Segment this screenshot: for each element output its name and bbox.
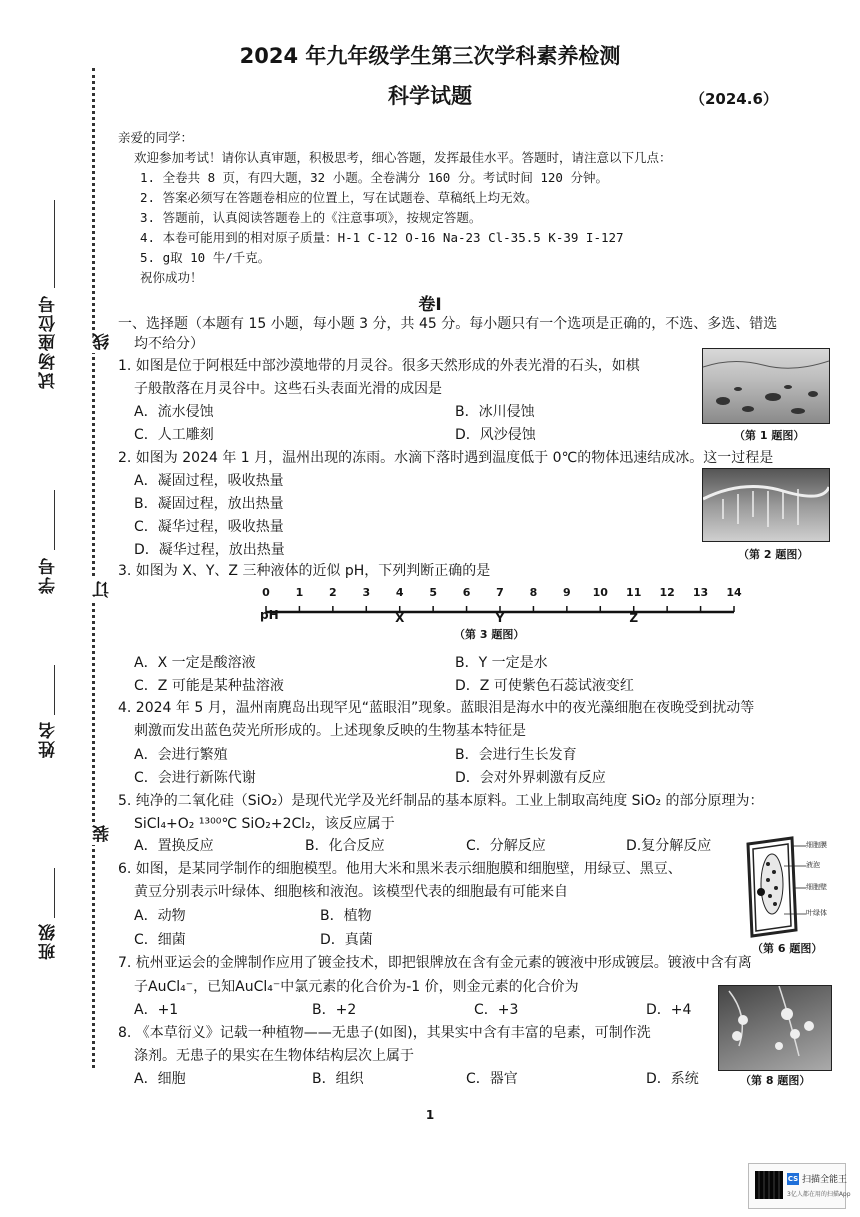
q6-stem-cont: 黄豆分别表示叶绿体、细胞核和液泡。该模型代表的细胞最有可能来自 (134, 884, 568, 900)
q1-option-b[interactable]: B．冰川侵蚀 (455, 404, 535, 420)
q8-option-c[interactable]: C．器官 (466, 1071, 518, 1087)
q1-stem: 1. 如图是位于阿根廷中部沙漠地带的月灵谷。很多天然形成的外表光滑的石头，如棋 (118, 358, 640, 374)
ph-mark-y: Y (495, 611, 505, 625)
q2-option-b[interactable]: B．凝固过程，放出热量 (134, 496, 284, 512)
q7-option-a[interactable]: A．+1 (134, 1002, 179, 1018)
q6-option-d[interactable]: D．真菌 (320, 932, 373, 948)
binding-dotted-line (92, 68, 95, 1068)
ph-tick-label: 5 (429, 586, 437, 599)
q7-option-c[interactable]: C．+3 (474, 1002, 519, 1018)
ph-tick-label: 1 (295, 586, 304, 599)
q8-option-b[interactable]: B．组织 (312, 1071, 364, 1087)
seat-number-blank (54, 200, 55, 288)
q3-option-b[interactable]: B．Y 一定是水 (455, 655, 548, 671)
q1-desert-photo (702, 348, 830, 424)
q5-option-a[interactable]: A．置换反应 (134, 838, 214, 854)
ph-tick-label: 12 (659, 586, 675, 599)
q6-label-vacuole: 液泡 (806, 861, 820, 869)
bind-mark-line: 线 (90, 330, 115, 353)
q1-option-a[interactable]: A．流水侵蚀 (134, 404, 214, 420)
ph-tick-label: 13 (692, 586, 709, 599)
q1-stem-cont: 子般散落在月灵谷中。这些石头表面光滑的成因是 (134, 381, 442, 397)
ph-tick-label: 9 (563, 586, 571, 599)
section-heading-cont: 均不给分） (134, 336, 204, 352)
ph-tick-label: 0 (262, 586, 270, 599)
scanner-tagline: 3亿人都在用的扫描App (787, 1191, 851, 1198)
exam-subtitle: 科学试题 (388, 84, 472, 108)
page-number: 1 (425, 1108, 435, 1122)
camscanner-logo-icon: CS (787, 1175, 799, 1183)
ph-mark-z: Z (629, 611, 639, 625)
notice-item: 2. 答案必须写在答题卷相应的位置上，写在试题卷、草稿纸上均无效。 (140, 190, 538, 205)
exam-date: （2024.6） (690, 90, 778, 108)
ph-tick-label: 4 (395, 586, 404, 599)
q6-label-membrane: 细胞膜 (806, 841, 827, 849)
scanner-watermark (748, 1163, 851, 1209)
notice-intro: 欢迎参加考试！请你认真审题，积极思考，细心答题，发挥最佳水平。答题时，请注意以下几点： (134, 150, 672, 165)
q8-stem-cont: 涤剂。无患子的果实在生物体结构层次上属于 (134, 1048, 414, 1064)
q5-stem: 5. 纯净的二氧化硅（SiO₂）是现代光学及光纤制品的基本原料。工业上制取高纯度 SiO₂ 的部分原理为： (118, 793, 764, 809)
ph-tick-label: 11 (626, 586, 642, 599)
exam-title: 2024 年九年级学生第三次学科素养检测 (239, 44, 621, 68)
q8-option-d[interactable]: D．系统 (646, 1071, 699, 1087)
q5-equation: SiCl₄+O₂ ¹³⁰⁰℃ SiO₂+2Cl₂，该反应属于 (134, 816, 395, 832)
q3-option-c[interactable]: C．Z 可能是某种盐溶液 (134, 678, 284, 694)
notice-closing: 祝你成功！ (140, 270, 203, 285)
q4-stem: 4. 2024 年 5 月，温州南麂岛出现罕见“蓝眼泪”现象。蓝眼泪是海水中的夜光藻细胞在夜晚受到扰动等 (118, 700, 755, 716)
student-id-blank (54, 490, 55, 550)
class-label: 班级 (39, 922, 59, 960)
notice-item: 4. 本卷可能用到的相对原子质量：H-1 C-12 O-16 Na-23 Cl-35.5 K-39 I-127 (140, 230, 624, 245)
class-blank (54, 868, 55, 918)
q3-option-a[interactable]: A．X 一定是酸溶液 (134, 655, 256, 671)
q7-stem: 7. 杭州亚运会的金牌制作应用了镀金技术，即把银牌放在含有金元素的镀液中形成镀层。镀液中含有离 (118, 955, 752, 971)
q1-option-d[interactable]: D．风沙侵蚀 (455, 427, 536, 443)
q3-stem: 3. 如图为 X、Y、Z 三种液体的近似 pH，下列判断正确的是 (118, 563, 491, 579)
name-label: 姓名 (39, 720, 59, 758)
q1-option-c[interactable]: C．人工雕刻 (134, 427, 214, 443)
q2-option-a[interactable]: A．凝固过程，吸收热量 (134, 473, 284, 489)
q2-stem: 2. 如图为 2024 年 1 月，温州出现的冻雨。水滴下落时遇到温度低于 0℃的物体迅速结成冰。这一过程是 (118, 450, 774, 466)
notice-item: 5. g取 10 牛/千克。 (140, 250, 271, 265)
q8-caption: （第 8 题图） (740, 1074, 811, 1087)
q7-stem-cont: 子AuCl₄⁻，已知AuCl₄⁻中氯元素的化合价为-1 价，则金元素的化合价为 (134, 979, 579, 995)
q4-option-d[interactable]: D．会对外界刺激有反应 (455, 770, 606, 786)
q3-caption: （第 3 题图） (454, 628, 525, 641)
bind-mark-staple: 订 (90, 578, 115, 601)
volume-heading: 卷I (418, 295, 442, 315)
ph-tick-label: 6 (462, 586, 471, 599)
q6-label-wall: 细胞壁 (806, 883, 827, 891)
bind-mark-install: 装 (90, 822, 115, 845)
ph-tick-label: 14 (726, 586, 742, 599)
ph-tick-label: 2 (329, 586, 337, 599)
q6-stem: 6. 如图，是某同学制作的细胞模型。他用大米和黑米表示细胞膜和细胞壁，用绿豆、黑豆、 (118, 861, 682, 877)
q2-option-c[interactable]: C．凝华过程，吸收热量 (134, 519, 284, 535)
q2-option-d[interactable]: D．凝华过程，放出热量 (134, 542, 285, 558)
q8-option-a[interactable]: A．细胞 (134, 1071, 186, 1087)
ph-tick-label: 8 (529, 586, 538, 599)
q7-option-d[interactable]: D．+4 (646, 1002, 692, 1018)
q4-option-b[interactable]: B．会进行生长发育 (455, 747, 577, 763)
ph-mark-x: X (395, 611, 405, 625)
q4-option-c[interactable]: C．会进行新陈代谢 (134, 770, 256, 786)
scanner-title: 扫描全能王 (802, 1175, 848, 1185)
q8-stem: 8. 《本草衍义》记载一种植物——无患子(如图)，其果实中含有丰富的皂素，可制作洗 (118, 1025, 651, 1041)
ph-tick-label: 3 (362, 586, 371, 599)
q4-option-a[interactable]: A．会进行繁殖 (134, 747, 228, 763)
qr-code-icon (755, 1171, 783, 1199)
q1-caption: （第 1 题图） (734, 429, 805, 442)
q6-option-a[interactable]: A．动物 (134, 908, 186, 924)
notice-greeting: 亲爱的同学： (118, 130, 194, 145)
notice-item: 3. 答题前，认真阅读答题卷上的《注意事项》，按规定答题。 (140, 210, 482, 225)
student-id-label: 学号 (39, 556, 59, 594)
q5-option-c[interactable]: C．分解反应 (466, 838, 546, 854)
q2-freezing-rain-photo (702, 468, 830, 542)
q8-soapberry-photo (718, 985, 832, 1071)
seat-number-label: 试场座位号 (39, 294, 59, 389)
ph-axis-label: pH (260, 608, 279, 622)
ph-tick-labels (262, 586, 742, 602)
ph-tick-label: 10 (592, 586, 608, 599)
q6-option-b[interactable]: B．植物 (320, 908, 372, 924)
section-heading: 一、选择题（本题有 15 小题，每小题 3 分，共 45 分。每小题只有一个选项是正确的，不选、多选、错选 (118, 316, 778, 332)
notice-item: 1. 全卷共 8 页，有四大题，32 小题。全卷满分 160 分。考试时间 120 分钟。 (140, 170, 608, 185)
q7-option-b[interactable]: B．+2 (312, 1002, 357, 1018)
q5-option-d[interactable]: D.复分解反应 (626, 838, 712, 854)
q6-label-chloroplast: 叶绿体 (806, 909, 827, 917)
q5-option-b[interactable]: B．化合反应 (305, 838, 385, 854)
q4-stem-cont: 刺激而发出蓝色荧光所形成的。上述现象反映的生物基本特征是 (134, 723, 526, 739)
name-blank (54, 665, 55, 715)
q3-option-d[interactable]: D．Z 可使紫色石蕊试液变红 (455, 678, 634, 694)
q6-caption: （第 6 题图） (752, 942, 823, 955)
q2-caption: （第 2 题图） (738, 548, 809, 561)
q6-option-c[interactable]: C．细菌 (134, 932, 186, 948)
ph-tick-label: 7 (496, 586, 504, 599)
q6-cell-model-diagram (734, 834, 834, 942)
